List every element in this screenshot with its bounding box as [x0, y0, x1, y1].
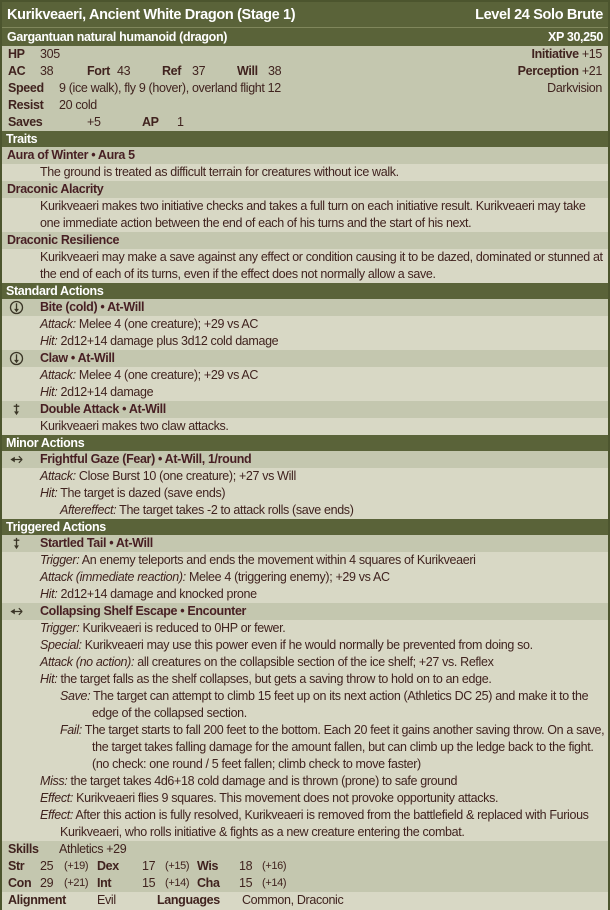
initiative-label: Initiative: [531, 47, 579, 61]
power-line-text: The target is dazed (save ends): [60, 486, 226, 500]
power-line: [2, 688, 608, 722]
saves-value: +5: [87, 115, 101, 129]
ac-label: AC: [8, 64, 26, 78]
str-mod: (+19): [64, 860, 89, 872]
section-header-triggered-actions: Triggered Actions: [2, 519, 608, 535]
trait-description: The ground is treated as difficult terrain for creatures without ice walk.: [40, 165, 399, 179]
cha-label: Cha: [197, 876, 220, 890]
power-line-text: the target takes 4d6+18 cold damage and is thrown (prone) to safe ground: [70, 774, 458, 788]
alignment-value: Evil: [97, 893, 116, 907]
skills-label: Skills: [8, 842, 39, 856]
power-line-label: Special:: [40, 638, 82, 652]
power-name-row: [2, 451, 608, 468]
resist-label: Resist: [8, 98, 44, 112]
dex-mod: (+15): [165, 860, 190, 872]
power-line-text: Melee 4 (triggering enemy); +29 vs AC: [188, 570, 390, 584]
power-line-text: the target falls as the shelf collapses, but gets a saving throw to hold on to an edge.: [60, 672, 492, 686]
trait-body: [2, 249, 608, 283]
power-line-text: 2d12+14 damage plus 3d12 cold damage: [60, 334, 279, 348]
power-name: Startled Tail • At-Will: [40, 536, 153, 550]
power-line-label: Hit:: [40, 385, 58, 399]
power-line-label: Attack:: [40, 469, 76, 483]
creature-level: Level 24 Solo Brute: [475, 6, 603, 23]
ap-label: AP: [142, 115, 159, 129]
power-line-text: After this action is fully resolved, Kurikveaeri is removed from the battlefield & replaced with Furious Kurikveaeri, who rolls initiative & fights as a new creature entering the combat.: [60, 808, 589, 839]
power-line-label: Miss:: [40, 774, 68, 788]
power-line: [2, 552, 608, 569]
speed-label: Speed: [8, 81, 44, 95]
power-line-label: Attack (immediate reaction):: [40, 570, 186, 584]
power-line-text: Melee 4 (one creature); +29 vs AC: [78, 368, 259, 382]
trait-name: Aura of Winter • Aura 5: [7, 148, 135, 162]
skills-value: Athletics +29: [59, 842, 127, 856]
con-mod: (+21): [64, 877, 89, 889]
power-line: [2, 418, 608, 435]
power-line-text: An enemy teleports and ends the movement within 4 squares of Kurikveaeri: [81, 553, 476, 567]
wis-value: 18: [239, 859, 253, 873]
power-line-label: Effect:: [40, 808, 73, 822]
resist-row: [2, 97, 608, 114]
skills-row: [2, 841, 608, 858]
melee-attack-icon: [9, 536, 24, 551]
resist-value: 20 cold: [59, 98, 97, 112]
str-label: Str: [8, 859, 25, 873]
close-attack-icon: [9, 604, 24, 619]
power-name-row: [2, 603, 608, 620]
ref-label: Ref: [162, 64, 182, 78]
power-line-text: Close Burst 10 (one creature); +27 vs Will: [78, 469, 296, 483]
power-line-label: Attack:: [40, 368, 76, 382]
power-line-text: The target starts to fall 200 feet to the bottom. Each 20 feet it gains another saving throw. On a save, the target takes falling damage for the amount fallen, but can climb up the ledge back to the fight. (no check: one round / 5 feet fallen; climb check to move faster): [84, 723, 605, 771]
trait-name-row: [2, 147, 608, 164]
power-name-row: [2, 350, 608, 367]
power-line-label: Save:: [60, 689, 91, 703]
power-line-text: Kurikveaeri makes two claw attacks.: [40, 419, 229, 433]
abilities-row-2: [2, 875, 608, 892]
perception: [518, 63, 602, 80]
trait-description: Kurikveaeri makes two initiative checks and takes a full turn on each initiative result. Kurikveaeri may take one immediate action between the end of each of his turns and the start of his next.: [40, 199, 586, 230]
power-line: [2, 569, 608, 586]
languages-value: Common, Draconic: [242, 893, 344, 907]
power-line: [2, 654, 608, 671]
power-name-row: [2, 401, 608, 418]
power-name-row: [2, 535, 608, 552]
power-line-text: 2d12+14 damage: [60, 385, 154, 399]
power-line: [2, 485, 608, 502]
speed-row: [2, 80, 608, 97]
trait-body: [2, 164, 608, 181]
wis-label: Wis: [197, 859, 219, 873]
power-name: Double Attack • At-Will: [40, 402, 166, 416]
power-line-label: Attack:: [40, 317, 76, 331]
creature-name: Kurikveaeri, Ancient White Dragon (Stage 1): [7, 6, 296, 23]
will-label: Will: [237, 64, 258, 78]
ac-value: 38: [40, 64, 54, 78]
creature-xp: XP 30,250: [547, 30, 603, 44]
power-body: [2, 367, 608, 401]
section-header-traits: Traits: [2, 131, 608, 147]
fort-value: 43: [117, 64, 131, 78]
power-line-text: Melee 4 (one creature); +29 vs AC: [78, 317, 259, 331]
power-line-label: Trigger:: [40, 553, 80, 567]
perception-value: +21: [581, 64, 602, 78]
power-line: [2, 333, 608, 350]
close-attack-icon: [9, 452, 24, 467]
melee-attack-icon: [9, 402, 24, 417]
cha-mod: (+14): [262, 877, 287, 889]
trait-name-row: [2, 232, 608, 249]
creature-type: Gargantuan natural humanoid (dragon): [7, 30, 228, 44]
trait-name-row: [2, 181, 608, 198]
power-body: [2, 552, 608, 603]
power-line-label: Attack (no action):: [40, 655, 135, 669]
con-value: 29: [40, 876, 54, 890]
trait-name: Draconic Alacrity: [7, 182, 104, 196]
hp-row: [2, 46, 608, 63]
power-line-label: Trigger:: [40, 621, 80, 635]
speed-value: 9 (ice walk), fly 9 (hover), overland flight 12: [59, 81, 281, 95]
power-line: [2, 316, 608, 333]
saves-row: [2, 114, 608, 131]
hp-label: HP: [8, 47, 25, 61]
int-label: Int: [97, 876, 112, 890]
section-header-minor-actions: Minor Actions: [2, 435, 608, 451]
languages-label: Languages: [157, 893, 220, 907]
melee-basic-attack-icon: [9, 351, 24, 366]
perception-label: Perception: [517, 64, 579, 78]
power-line-label: Hit:: [40, 334, 58, 348]
power-line-text: Kurikveaeri may use this power even if he would normally be prevented from doing so.: [84, 638, 533, 652]
int-value: 15: [142, 876, 156, 890]
con-label: Con: [8, 876, 32, 890]
power-name-row: [2, 299, 608, 316]
power-name: Bite (cold) • At-Will: [40, 300, 145, 314]
power-line: [2, 468, 608, 485]
power-line-label: Hit:: [40, 587, 58, 601]
power-line-text: Kurikveaeri flies 9 squares. This movement does not provoke opportunity attacks.: [76, 791, 499, 805]
fort-label: Fort: [87, 64, 110, 78]
power-line-label: Hit:: [40, 486, 58, 500]
cha-value: 15: [239, 876, 253, 890]
initiative-value: +15: [581, 47, 602, 61]
power-name: Frightful Gaze (Fear) • At-Will, 1/round: [40, 452, 252, 466]
alignment-label: Alignment: [8, 893, 66, 907]
hp-value: 305: [40, 47, 60, 61]
power-line: [2, 773, 608, 790]
power-line-text: 2d12+14 damage and knocked prone: [60, 587, 257, 601]
ref-value: 37: [192, 64, 206, 78]
str-value: 25: [40, 859, 54, 873]
power-line-label: Fail:: [60, 723, 82, 737]
power-body: [2, 620, 608, 841]
melee-basic-attack-icon: [9, 300, 24, 315]
power-line-text: all creatures on the collapsible section of the ice shelf; +27 vs. Reflex: [137, 655, 494, 669]
type-bar: [2, 28, 608, 46]
vision-value: Darkvision: [547, 81, 602, 95]
power-line: [2, 722, 608, 773]
ap-value: 1: [177, 115, 184, 129]
initiative: [532, 46, 603, 63]
dex-label: Dex: [97, 859, 119, 873]
title-bar: [2, 2, 608, 28]
power-line: [2, 671, 608, 688]
will-value: 38: [268, 64, 282, 78]
power-line: [2, 790, 608, 807]
power-name: Claw • At-Will: [40, 351, 115, 365]
int-mod: (+14): [165, 877, 190, 889]
wis-mod: (+16): [262, 860, 287, 872]
alignment-row: [2, 892, 608, 909]
section-header-standard-actions: Standard Actions: [2, 283, 608, 299]
power-body: [2, 468, 608, 519]
power-line-text: The target can attempt to climb 15 feet up on its next action (Athletics DC 25) and make it to the edge of the collapsed section.: [92, 689, 589, 720]
power-line-text: The target takes -2 to attack rolls (save ends): [119, 503, 354, 517]
power-line: [2, 367, 608, 384]
defenses-row: [2, 63, 608, 80]
trait-body: [2, 198, 608, 232]
power-line: [2, 620, 608, 637]
trait-description: Kurikveaeri may make a save against any effect or condition causing it to be dazed, dominated or stunned at the end of each of its turns, even if the effect does not normally allow a save.: [40, 250, 603, 281]
power-line-text: Kurikveaeri is reduced to 0HP or fewer.: [82, 621, 286, 635]
saves-label: Saves: [8, 115, 43, 129]
power-line-label: Effect:: [40, 791, 73, 805]
power-line: [2, 637, 608, 654]
power-line: [2, 586, 608, 603]
power-line: [2, 384, 608, 401]
dex-value: 17: [142, 859, 156, 873]
trait-name: Draconic Resilience: [7, 233, 120, 247]
power-body: [2, 418, 608, 435]
power-name: Collapsing Shelf Escape • Encounter: [40, 604, 247, 618]
power-body: [2, 316, 608, 350]
power-line-label: Aftereffect:: [60, 503, 117, 517]
power-line: [2, 502, 608, 519]
power-line-label: Hit:: [40, 672, 58, 686]
abilities-row-1: [2, 858, 608, 875]
power-line: [2, 807, 608, 841]
